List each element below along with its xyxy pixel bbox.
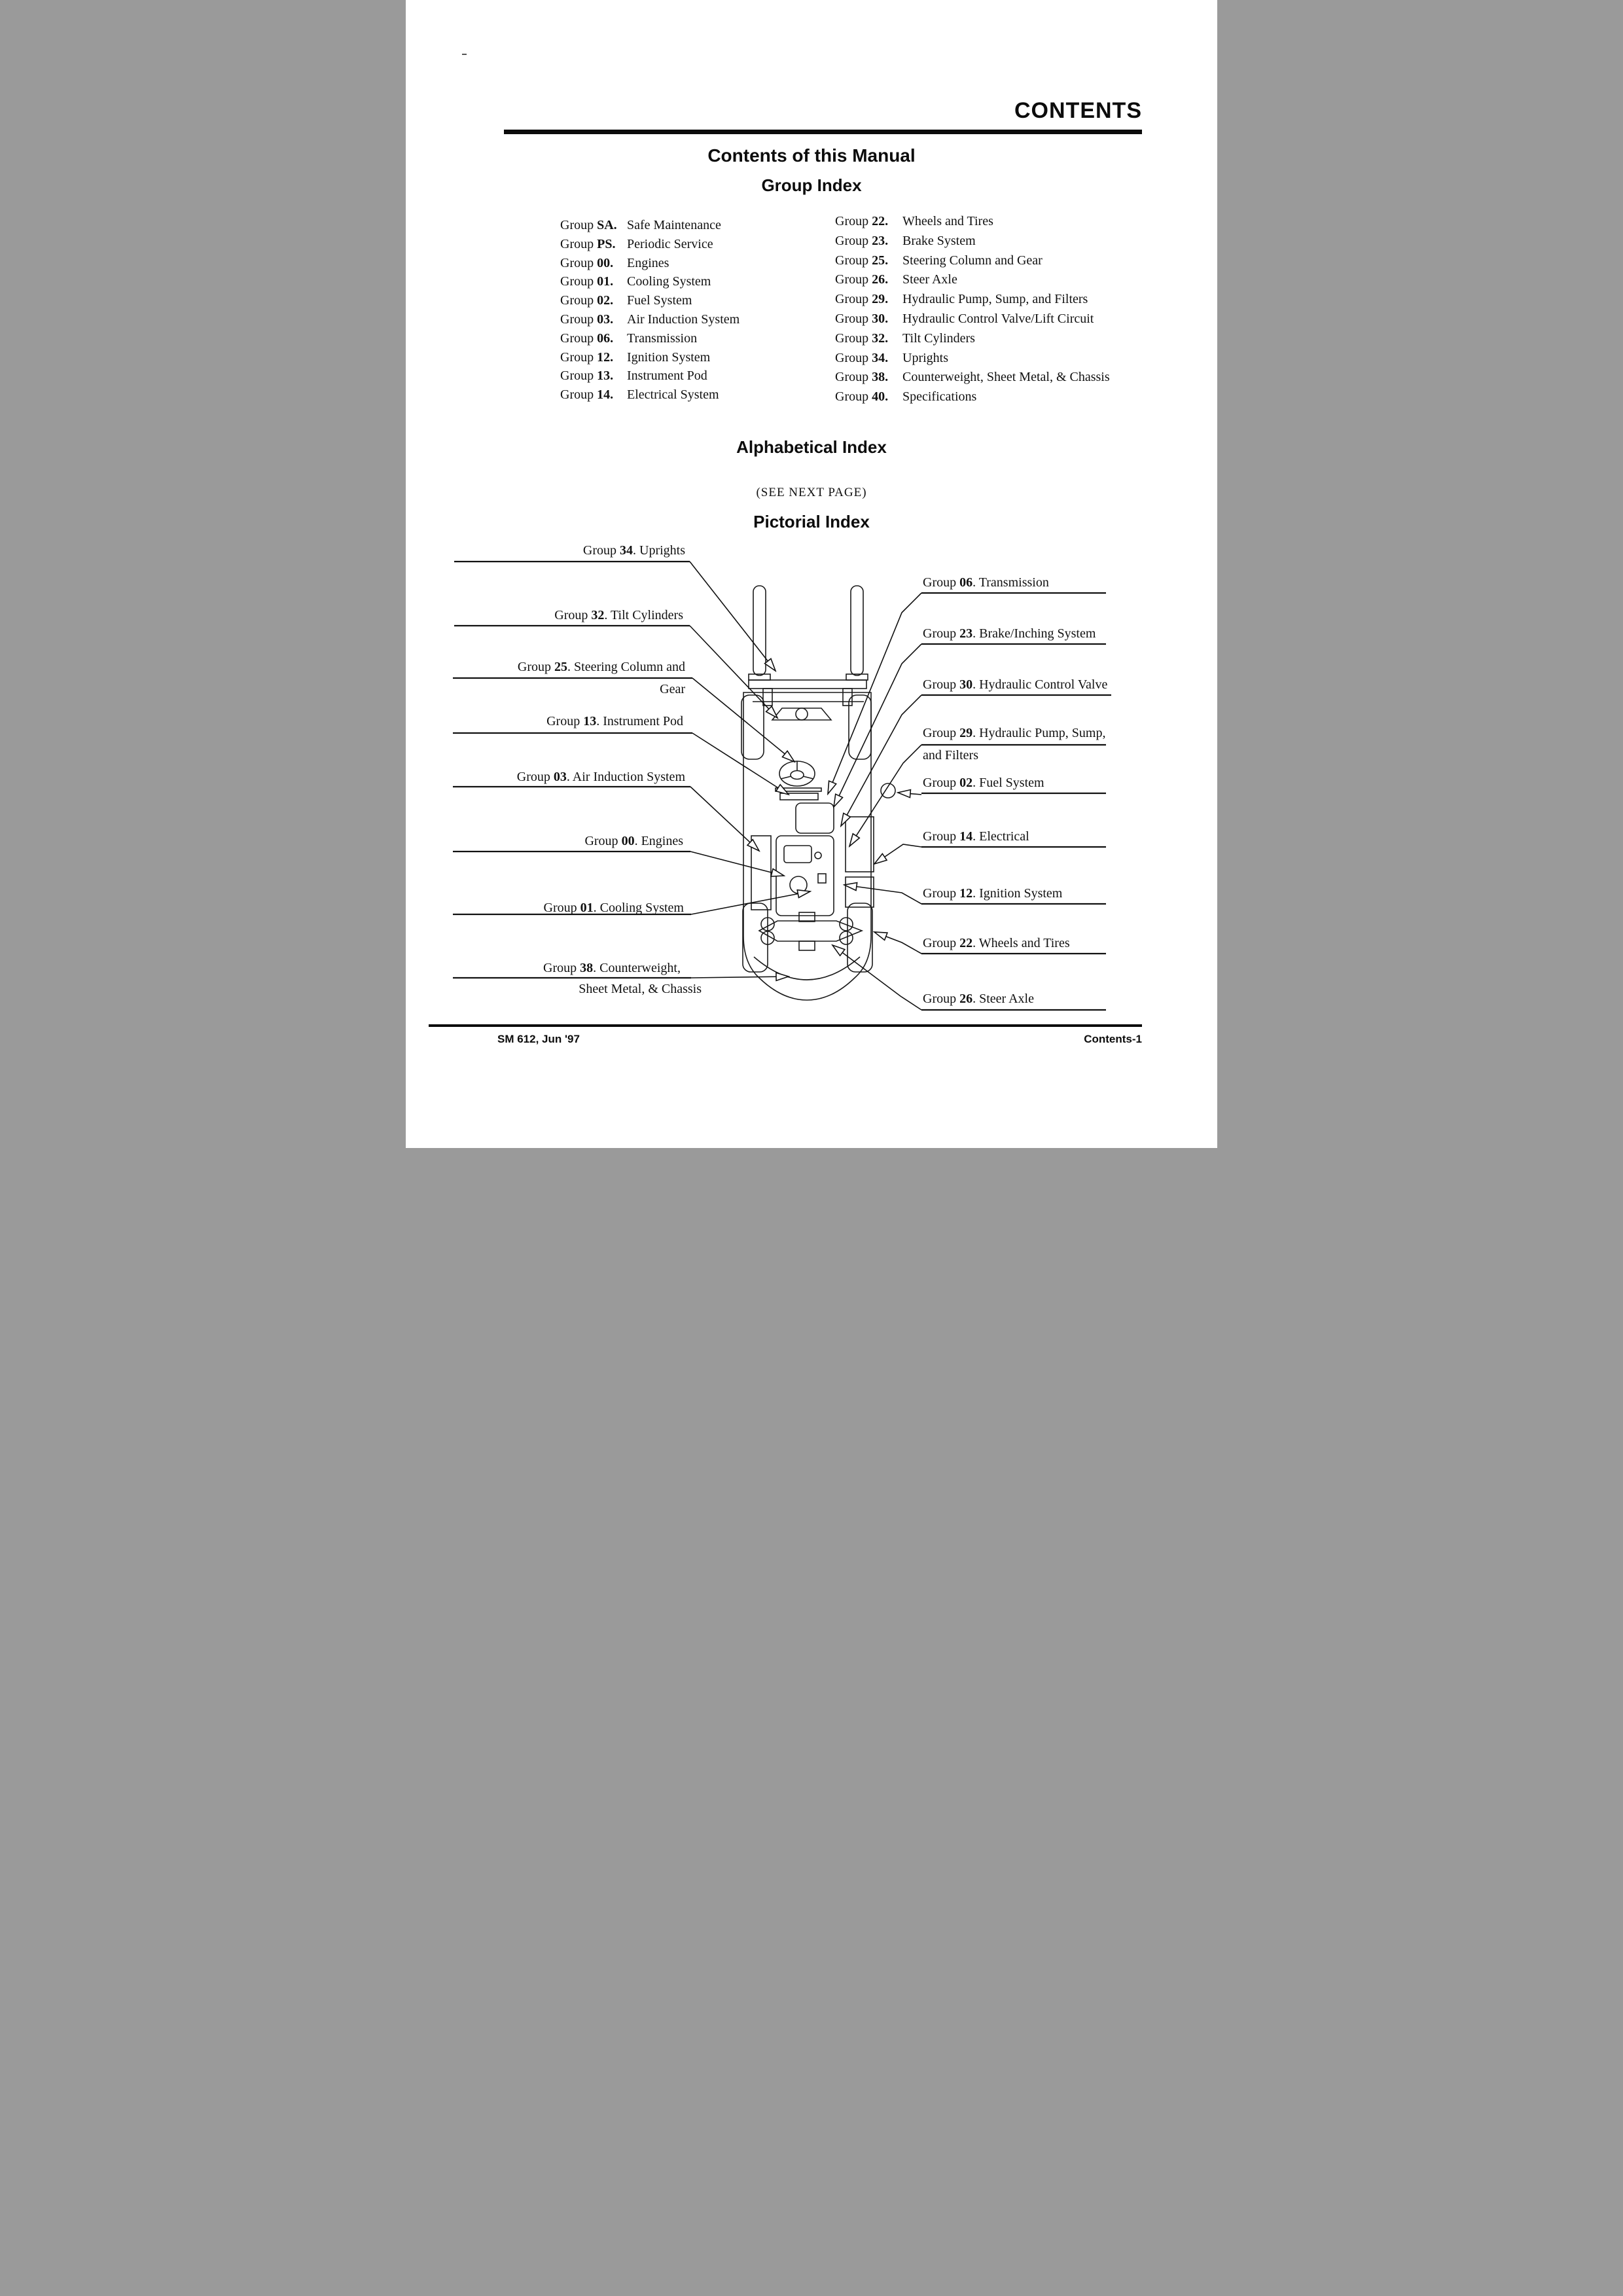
footer-doc-ref: SM 612, Jun '97: [497, 1033, 580, 1045]
group-number: Group 14.: [560, 387, 614, 402]
mast-pivot: [796, 708, 808, 720]
fork-tine-right: [851, 586, 863, 675]
carriage-hook-left: [763, 689, 772, 706]
group-number: Group 00.: [560, 256, 614, 270]
leader-line-with-arrow: [690, 626, 777, 718]
leader-line-with-arrow: [874, 932, 921, 954]
group-number: Group 03.: [560, 312, 614, 327]
group-title: Specifications: [902, 389, 977, 404]
pictorial-label-group-13: Group 13. Instrument Pod: [546, 714, 683, 728]
leader-line-with-arrow: [841, 695, 921, 826]
leader-line-with-arrow: [690, 852, 784, 876]
group-title: Uprights: [902, 351, 948, 365]
pictorial-label-group-32: Group 32. Tilt Cylinders: [554, 608, 683, 622]
group-title: Air Induction System: [627, 312, 740, 327]
pictorial-label-group-14: Group 14. Electrical: [923, 829, 1029, 844]
group-title: Brake System: [902, 234, 976, 248]
group-title: Instrument Pod: [627, 368, 707, 383]
forklift-top-view-diagram: [406, 0, 1217, 1148]
group-number: Group 22.: [835, 214, 889, 228]
engine-cap: [815, 852, 821, 859]
leader-line-with-arrow: [834, 644, 921, 807]
group-title: Periodic Service: [627, 237, 713, 251]
group-title: Engines: [627, 256, 669, 270]
group-number: Group 38.: [835, 370, 889, 384]
pictorial-label-group-30: Group 30. Hydraulic Control Valve: [923, 677, 1108, 692]
pictorial-label-group-26: Group 26. Steer Axle: [923, 992, 1034, 1006]
pictorial-label-group-34: Group 34. Uprights: [582, 543, 685, 558]
heading-contents-of-manual: Contents of this Manual: [707, 145, 916, 166]
group-title: Steer Axle: [902, 272, 957, 287]
pictorial-label-group-29: Group 29. Hydraulic Pump, Sump,: [923, 726, 1106, 740]
group-title: Cooling System: [627, 274, 711, 289]
rear-wheel-right: [847, 903, 872, 972]
manual-contents-page: [406, 0, 1217, 1148]
heading-pictorial-index: Pictorial Index: [753, 512, 870, 531]
leader-line-with-arrow: [691, 891, 810, 914]
group-number: Group 13.: [560, 368, 614, 383]
leader-line-with-arrow: [844, 885, 921, 904]
group-title: Fuel System: [627, 293, 692, 308]
group-number: Group 12.: [560, 350, 614, 365]
group-title: Ignition System: [627, 350, 711, 365]
hydraulic-tank: [846, 817, 874, 872]
fork-tine-left: [753, 586, 766, 675]
see-next-page-note: (SEE NEXT PAGE): [756, 486, 867, 499]
leader-line-with-arrow: [898, 793, 921, 795]
group-number: Group 32.: [835, 331, 889, 346]
group-title: Safe Maintenance: [627, 218, 721, 232]
pictorial-label-group-22: Group 22. Wheels and Tires: [923, 936, 1070, 950]
group-number: Group 06.: [560, 331, 614, 346]
group-title: Transmission: [627, 331, 698, 346]
group-number: Group 40.: [835, 389, 889, 404]
steering-hub: [791, 771, 804, 780]
pictorial-label-group-23: Group 23. Brake/Inching System: [923, 626, 1096, 641]
group-title: Hydraulic Control Valve/Lift Circuit: [902, 312, 1094, 326]
instrument-pod: [780, 793, 818, 800]
group-number: Group 02.: [560, 293, 614, 308]
seat: [796, 803, 834, 833]
kingpin-right-lower: [840, 931, 853, 944]
group-number: Group PS.: [560, 237, 616, 251]
pictorial-label-group-01: Group 01. Cooling System: [543, 901, 684, 915]
leader-line-with-arrow: [874, 844, 921, 864]
leader-line-with-arrow: [849, 745, 921, 846]
pictorial-label-group-00: Group 00. Engines: [584, 834, 683, 848]
group-title: Steering Column and Gear: [902, 253, 1043, 268]
leader-line-with-arrow: [692, 733, 789, 795]
leader-line-with-arrow: [832, 945, 921, 1010]
group-title: Electrical System: [627, 387, 719, 402]
group-title: Hydraulic Pump, Sump, and Filters: [902, 292, 1088, 306]
group-number: Group 26.: [835, 272, 889, 287]
pictorial-label-group-38: Group 38. Counterweight,: [543, 961, 681, 975]
heading-alphabetical-index: Alphabetical Index: [736, 437, 887, 457]
engine-valve-cover: [784, 846, 812, 863]
axle-mount-bottom: [799, 941, 815, 950]
leader-line-with-arrow: [690, 787, 759, 851]
steering-spoke: [803, 776, 813, 779]
pictorial-label-group-06: Group 06. Transmission: [923, 575, 1049, 590]
axle-mount-top: [799, 912, 815, 922]
group-number: Group 29.: [835, 292, 889, 306]
page-title: CONTENTS: [1014, 98, 1142, 123]
group-title: Counterweight, Sheet Metal, & Chassis: [902, 370, 1110, 384]
carriage-bar: [749, 680, 866, 689]
heading-group-index: Group Index: [761, 175, 862, 195]
group-number: Group 01.: [560, 274, 614, 289]
pictorial-label-group-25: Group 25. Steering Column and: [517, 660, 685, 674]
pictorial-label-group-29-line2: and Filters: [923, 748, 978, 762]
pictorial-label-group-03: Group 03. Air Induction System: [516, 770, 685, 784]
group-number: Group 25.: [835, 253, 889, 268]
pictorial-label-group-12: Group 12. Ignition System: [923, 886, 1063, 901]
footer-rule: [429, 1024, 1142, 1027]
pictorial-label-group-25-line2: Gear: [660, 682, 685, 696]
leader-line-with-arrow: [690, 562, 776, 671]
rear-wheel-left: [743, 903, 768, 972]
steering-spoke: [781, 776, 791, 779]
pictorial-label-group-38-line2: Sheet Metal, & Chassis: [579, 982, 702, 996]
ignition-coil: [818, 874, 826, 883]
group-title: Tilt Cylinders: [902, 331, 975, 346]
footer-page-number: Contents-1: [1084, 1033, 1142, 1045]
group-number: Group 23.: [835, 234, 889, 248]
group-number: Group 30.: [835, 312, 889, 326]
engine-block: [776, 836, 834, 916]
battery-box: [846, 877, 874, 907]
group-title: Wheels and Tires: [902, 214, 993, 228]
engine-pulley: [790, 876, 807, 893]
leader-line-with-arrow: [691, 977, 789, 978]
mast-mount: [772, 708, 831, 720]
pictorial-label-group-02: Group 02. Fuel System: [923, 776, 1044, 790]
group-number: Group SA.: [560, 218, 617, 232]
chassis-outline: [743, 692, 871, 1000]
forklift-shapes: [741, 586, 895, 1000]
group-number: Group 34.: [835, 351, 889, 365]
